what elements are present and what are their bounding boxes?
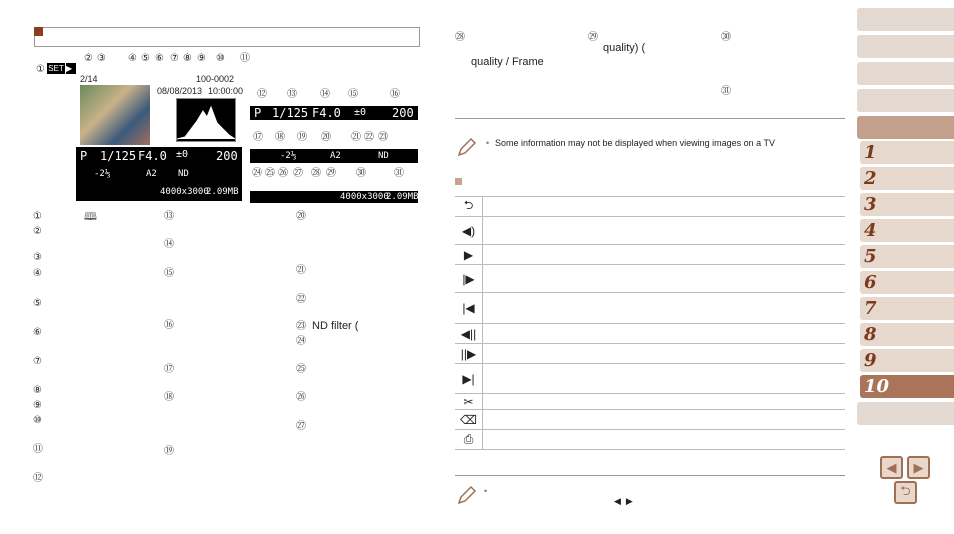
screen2-contrast: -2⅓ — [280, 151, 297, 161]
lcd-aperture: F4.0 — [138, 149, 167, 163]
previous-frame-icon: ◀|| — [455, 324, 483, 343]
tab-1[interactable]: 1 — [860, 141, 954, 164]
lcd-file-number: 100-0002 — [196, 74, 235, 84]
tab-5[interactable]: 5 — [860, 245, 954, 268]
callout-21: ㉑ — [351, 132, 361, 143]
lcd-shutter: 1/125 — [100, 149, 137, 163]
next-frame-icon: ||▶ — [455, 344, 483, 363]
pencil-icon — [456, 484, 478, 506]
callout-25: ㉕ — [265, 168, 275, 179]
legend-14: ⑭ — [164, 239, 174, 250]
section-title-bar — [34, 27, 420, 47]
speaker-icon: ◀) — [455, 217, 483, 244]
tab-9[interactable]: 9 — [860, 349, 954, 372]
table-row — [455, 430, 845, 450]
lcd-resolution: 4000x3000 — [160, 187, 209, 197]
callout-5: ⑤ — [141, 53, 150, 64]
histogram — [176, 98, 236, 142]
callout-30: ㉚ — [356, 168, 366, 179]
tab-7[interactable]: 7 — [860, 297, 954, 320]
lcd-nd: ND — [178, 169, 189, 179]
quality-frame-text: quality / Frame — [471, 56, 544, 68]
screen2-row3 — [250, 191, 418, 203]
slow-play-icon: |▶ — [455, 265, 483, 292]
lcd-frame-count: 2/14 — [80, 74, 98, 84]
note-text: Some information may not be displayed when viewing images on a TV — [495, 138, 775, 148]
legend-30: ㉚ — [721, 32, 731, 43]
screen2-wb: A2 — [330, 151, 341, 161]
table-row — [455, 344, 845, 364]
callout-20: ⑳ — [321, 132, 331, 143]
tab-2[interactable]: 2 — [860, 167, 954, 190]
table-row — [455, 197, 845, 217]
set-badge: SET — [48, 64, 64, 73]
legend-2: ② — [33, 226, 42, 237]
callout-16: ⑯ — [390, 89, 400, 100]
legend-26: ㉖ — [296, 392, 306, 403]
callout-9: ⑨ — [197, 53, 206, 64]
screen2-shutter: 1/125 — [272, 106, 309, 120]
screen2-mode: P — [254, 106, 262, 120]
callout-6: ⑥ — [155, 53, 164, 64]
tab-8[interactable]: 8 — [860, 323, 954, 346]
nd-filter-label: ND filter ( — [312, 320, 359, 332]
legend-29: ㉙ — [588, 32, 598, 43]
table-row — [455, 410, 845, 430]
back-button[interactable]: ⮌ — [894, 481, 917, 504]
legend-22: ㉒ — [296, 294, 306, 305]
screen2-nd: ND — [378, 151, 389, 161]
legend-3: ③ — [33, 252, 42, 263]
callout-27: ㉗ — [293, 168, 303, 179]
lcd-size: 2.09MB — [206, 187, 239, 197]
table-row — [455, 394, 845, 410]
tab-3[interactable]: 3 — [860, 193, 954, 216]
screen2-size: 2.09MB — [386, 192, 419, 202]
book-icon: 🕮 — [84, 210, 97, 223]
quality-text: quality) ( — [603, 42, 646, 54]
legend-21: ㉑ — [296, 265, 306, 276]
legend-9: ⑨ — [33, 400, 42, 411]
legend-23: ㉓ — [296, 321, 306, 332]
legend-4: ④ — [33, 268, 42, 279]
histogram-graph — [177, 99, 235, 141]
legend-7: ⑦ — [33, 356, 42, 367]
callout-19: ⑲ — [297, 132, 307, 143]
callout-3: ③ — [97, 53, 106, 64]
callout-7: ⑦ — [170, 53, 179, 64]
callout-14: ⑭ — [320, 89, 330, 100]
legend-5: ⑤ — [33, 298, 42, 309]
title-marker — [34, 27, 43, 36]
lcd-mode: P — [80, 149, 88, 163]
table-row — [455, 265, 845, 293]
callout-8: ⑧ — [183, 53, 192, 64]
trash-icon: ⌫ — [455, 410, 483, 429]
legend-12: ⑫ — [33, 473, 43, 484]
divider-bottom — [455, 475, 845, 476]
legend-18: ⑱ — [164, 392, 174, 403]
legend-16: ⑯ — [164, 320, 174, 331]
legend-11: ⑪ — [33, 444, 43, 455]
play-badge: ▶ — [66, 63, 76, 74]
callout-24: ㉔ — [252, 168, 262, 179]
divider — [455, 118, 845, 119]
lcd-time: 10:00:00 — [208, 86, 244, 96]
screen2-res: 4000x3000 — [340, 192, 389, 202]
note-bullet-2: • — [484, 486, 488, 496]
photo-thumbnail — [80, 85, 150, 145]
callout-4: ④ — [128, 53, 137, 64]
callout-10: ⑩ — [216, 53, 225, 64]
lcd-contrast: -2⅓ — [94, 169, 111, 179]
last-frame-icon: ▶| — [455, 364, 483, 393]
next-page-button[interactable]: ▶ — [907, 456, 930, 479]
tab-10[interactable]: 10 — [860, 375, 954, 398]
legend-20: ⑳ — [296, 211, 306, 222]
tab-4[interactable]: 4 — [860, 219, 954, 242]
scissors-icon: ✂ — [455, 394, 483, 409]
callout-17: ⑰ — [253, 132, 263, 143]
screen2-row1 — [250, 106, 418, 120]
legend-27: ㉗ — [296, 421, 306, 432]
lcd-wb: A2 — [146, 169, 157, 179]
legend-24: ㉔ — [296, 336, 306, 347]
prev-page-button[interactable]: ◀ — [880, 456, 903, 479]
callout-18: ⑱ — [275, 132, 285, 143]
lcd-date: 08/08/2013 — [157, 86, 203, 96]
lcd-info-panel — [76, 147, 242, 201]
legend-13: ⑬ — [164, 211, 174, 222]
tab-blank-1[interactable] — [857, 8, 954, 31]
table-row — [455, 324, 845, 344]
callout-31: ㉛ — [394, 168, 404, 179]
tab-blank-6[interactable] — [857, 402, 954, 425]
callout-28: ㉘ — [311, 168, 321, 179]
callout-15: ⑮ — [348, 89, 358, 100]
note-bullet: • — [486, 138, 490, 148]
first-frame-icon: |◀ — [455, 293, 483, 323]
legend-17: ⑰ — [164, 364, 174, 375]
tab-blank-3[interactable] — [857, 62, 954, 85]
callout-22: ㉒ — [364, 132, 374, 143]
screen2-iso: 200 — [392, 106, 414, 120]
legend-31: ㉛ — [721, 86, 731, 97]
legend-1: ① — [33, 211, 42, 222]
section-marker — [455, 178, 462, 185]
screen2-aperture: F4.0 — [312, 106, 341, 120]
screen2-row2 — [250, 149, 418, 163]
legend-15: ⑮ — [164, 268, 174, 279]
screen2-ev: ±0 — [354, 107, 367, 118]
tab-6[interactable]: 6 — [860, 271, 954, 294]
table-row — [455, 217, 845, 245]
table-row — [455, 293, 845, 324]
lcd-iso: 200 — [216, 149, 238, 163]
tab-blank-4[interactable] — [857, 89, 954, 112]
back-icon: ⮌ — [455, 197, 483, 216]
arrow-icons: ◀ ▶ — [614, 496, 633, 506]
tab-blank-5[interactable] — [857, 116, 954, 139]
callout-12: ⑫ — [257, 89, 267, 100]
callout-26: ㉖ — [278, 168, 288, 179]
table-row — [455, 364, 845, 394]
callout-2: ② — [84, 53, 93, 64]
legend-25: ㉕ — [296, 364, 306, 375]
callout-13: ⑬ — [287, 89, 297, 100]
pencil-icon — [456, 136, 478, 158]
legend-6: ⑥ — [33, 327, 42, 338]
play-icon: ▶ — [455, 245, 483, 264]
legend-19: ⑲ — [164, 446, 174, 457]
print-icon: ⎙ — [455, 430, 483, 449]
legend-8: ⑧ — [33, 385, 42, 396]
tab-blank-2[interactable] — [857, 35, 954, 58]
legend-10: ⑩ — [33, 415, 42, 426]
callout-23: ㉓ — [378, 132, 388, 143]
callout-29: ㉙ — [326, 168, 336, 179]
lcd-ev: ±0 — [176, 149, 189, 160]
callout-1: ① — [36, 64, 45, 75]
table-row — [455, 245, 845, 265]
callout-11: ⑪ — [240, 53, 250, 64]
legend-28: ㉘ — [455, 32, 465, 43]
